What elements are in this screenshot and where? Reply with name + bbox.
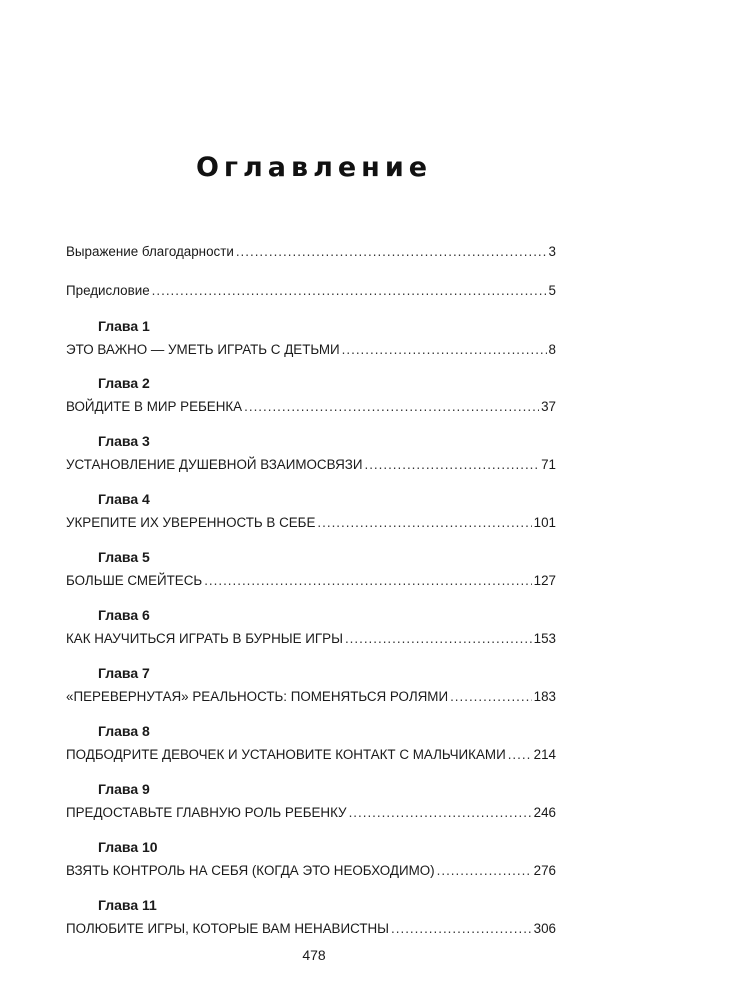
toc-entry-chapter-7 [66,687,556,707]
toc-entry-label: «ПЕРЕВЕРНУТАЯ» РЕАЛЬНОСТЬ: ПОМЕНЯТЬСЯ РОЛЯМИ [66,689,449,704]
toc-entry-acknowledgements [66,242,556,262]
toc-entry-chapter-1 [66,340,556,360]
chapter-heading: Глава 1 [98,318,150,334]
toc-entry-label: ВОЙДИТЕ В МИР РЕБЕНКА [66,399,243,414]
toc-entry-page: 127 [533,573,556,588]
dot-leader [391,919,532,939]
toc-entry-page: 276 [533,863,556,878]
chapter-heading: Глава 4 [98,491,150,507]
toc-entry-page: 214 [533,747,556,762]
toc-entry-page: 71 [541,457,556,472]
toc-entry-page: 101 [533,515,556,530]
toc-entry-label: БОЛЬШЕ СМЕЙТЕСЬ [66,573,203,588]
toc-entry-label: Выражение благодарности [66,244,234,259]
dot-leader [152,281,547,301]
toc-entry-page: 306 [533,921,556,936]
toc-entry-chapter-8 [66,745,556,765]
chapter-heading: Глава 5 [98,549,150,565]
chapter-heading: Глава 2 [98,375,150,391]
dot-leader [364,455,539,475]
toc-entry-label: ВЗЯТЬ КОНТРОЛЬ НА СЕБЯ (КОГДА ЭТО НЕОБХОДИМО) [66,863,435,878]
toc-entry-label: ПРЕДОСТАВЬТЕ ГЛАВНУЮ РОЛЬ РЕБЕНКУ [66,805,347,820]
dot-leader [450,687,532,707]
toc-entry-page: 8 [548,342,556,357]
toc-entry-chapter-10 [66,861,556,881]
toc-entry-chapter-11 [66,919,556,939]
toc-entry-page: 183 [533,689,556,704]
toc-entry-preface [66,281,556,301]
toc-entry-page: 5 [548,283,556,298]
dot-leader [342,340,547,360]
chapter-heading: Глава 8 [98,723,150,739]
toc-entry-label: УСТАНОВЛЕНИЕ ДУШЕВНОЙ ВЗАИМОСВЯЗИ [66,457,363,472]
toc-entry-page: 3 [548,244,556,259]
toc-entry-label: ПОЛЮБИТЕ ИГРЫ, КОТОРЫЕ ВАМ НЕНАВИСТНЫ [66,921,390,936]
toc-entry-label: ПОДБОДРИТЕ ДЕВОЧЕК И УСТАНОВИТЕ КОНТАКТ С МАЛЬЧИКАМИ [66,747,506,762]
toc-entry-chapter-9 [66,803,556,823]
toc-entry-chapter-5 [66,571,556,591]
chapter-heading: Глава 6 [98,607,150,623]
toc-entry-label: КАК НАУЧИТЬСЯ ИГРАТЬ В БУРНЫЕ ИГРЫ [66,631,343,646]
page-number: 478 [302,947,326,963]
toc-entry-page: 246 [533,805,556,820]
toc-entry-chapter-2 [66,397,556,417]
toc-entry-chapter-3 [66,455,556,475]
toc-entry-label: УКРЕПИТЕ ИХ УВЕРЕННОСТЬ В СЕБЕ [66,515,316,530]
dot-leader [349,803,532,823]
toc-entry-chapter-6 [66,629,556,649]
chapter-heading: Глава 11 [98,897,157,913]
dot-leader [204,571,531,591]
chapter-heading: Глава 10 [98,839,158,855]
chapter-heading: Глава 3 [98,433,150,449]
toc-entry-page: 37 [541,399,556,414]
dot-leader [508,745,532,765]
dot-leader [345,629,532,649]
dot-leader [244,397,539,417]
toc-entry-page: 153 [533,631,556,646]
dot-leader [236,242,547,262]
chapter-heading: Глава 9 [98,781,150,797]
toc-entry-chapter-4 [66,513,556,533]
dot-leader [317,513,531,533]
toc-entry-label: ЭТО ВАЖНО — УМЕТЬ ИГРАТЬ С ДЕТЬМИ [66,342,340,357]
toc-entry-label: Предисловие [66,283,150,298]
dot-leader [437,861,532,881]
chapter-heading: Глава 7 [98,665,150,681]
page-title: Оглавление [195,152,433,183]
